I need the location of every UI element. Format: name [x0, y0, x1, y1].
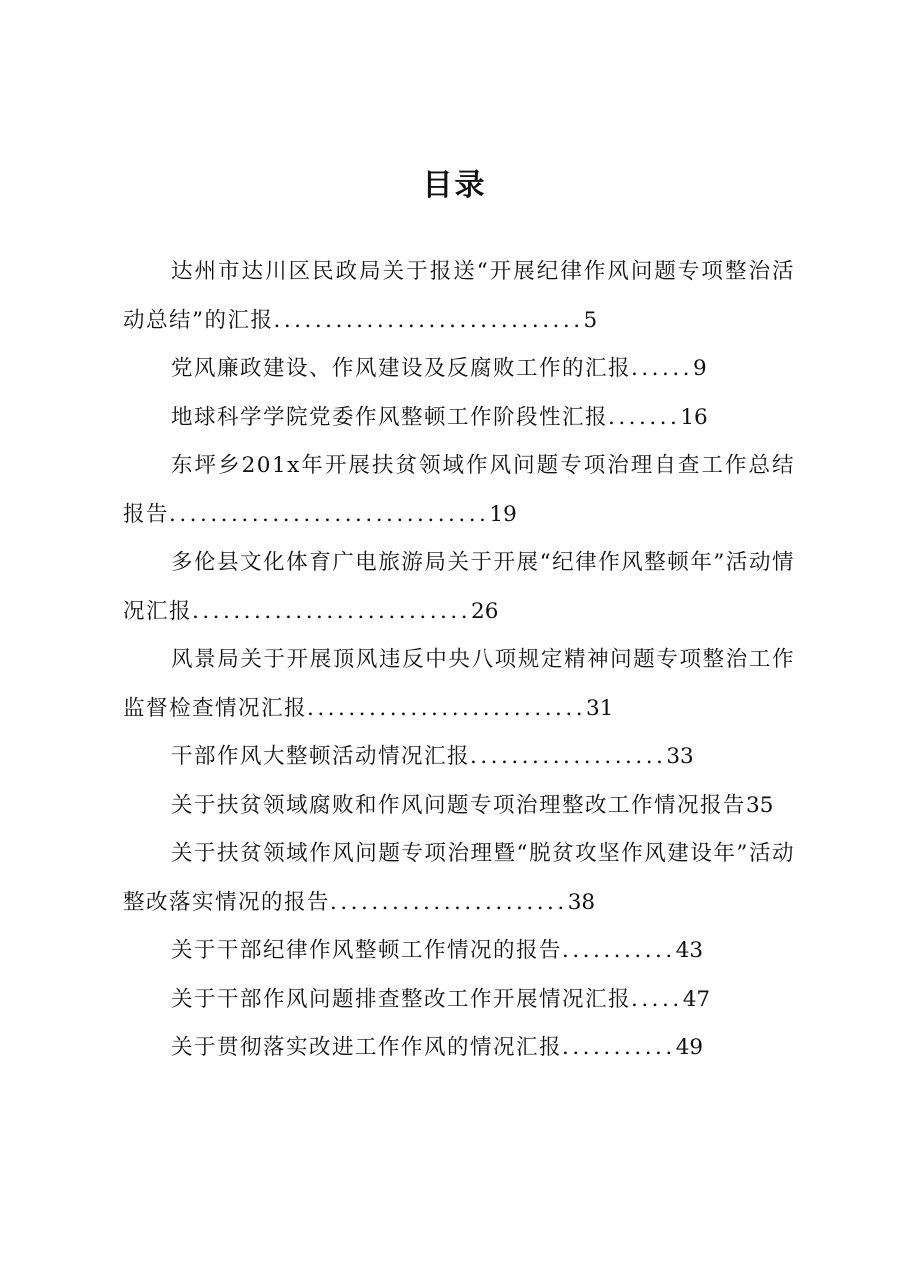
toc-leader-dots: ......: [631, 356, 694, 381]
toc-entry-title: 关于扶贫领域作风问题专项治理暨“脱贫攻坚作风建设年”活动整改落实情况的报告: [123, 841, 795, 915]
toc-entry[interactable]: [123, 248, 795, 345]
toc-leader-dots: .....: [631, 986, 683, 1012]
toc-entry[interactable]: [123, 927, 795, 976]
toc-entry[interactable]: [123, 442, 795, 539]
page-title: 目录: [422, 168, 487, 203]
toc-entry[interactable]: [123, 636, 795, 733]
toc-page-number: 43: [675, 938, 704, 963]
toc-entry[interactable]: [123, 394, 795, 443]
toc-entry[interactable]: [123, 539, 795, 636]
toc-leader-dots: ...........................: [307, 695, 587, 721]
toc-page-number: 47: [682, 986, 711, 1012]
toc-entry-title: 关于干部纪律作风整顿工作情况的报告: [171, 938, 563, 963]
table-of-contents: [123, 248, 795, 1073]
toc-entry-title: 多伦县文化体育广电旅游局关于开展“纪律作风整顿年”活动情况汇报: [123, 550, 795, 624]
toc-entry[interactable]: [123, 345, 795, 394]
toc-entry[interactable]: [123, 1024, 795, 1073]
toc-page-number: 9: [693, 356, 707, 381]
toc-entry-title: 党风廉政建设、作风建设及反腐败工作的汇报: [171, 356, 632, 381]
toc-entry[interactable]: [123, 830, 795, 927]
toc-leader-dots: .......: [608, 404, 681, 430]
toc-entry[interactable]: [123, 976, 795, 1025]
toc-entry-title: 地球科学学院党委作风整顿工作阶段性汇报: [171, 404, 609, 430]
toc-entry-title: 关于扶贫领域腐败和作风问题专项治理整改工作情况报告: [171, 792, 747, 818]
toc-leader-dots: .......................: [330, 889, 568, 915]
toc-leader-dots: ...................: [470, 744, 667, 769]
toc-entry-title: 干部作风大整顿活动情况汇报: [171, 744, 471, 769]
toc-leader-dots: ...........................: [192, 598, 472, 624]
toc-page-number: 31: [586, 695, 614, 721]
toc-entry[interactable]: [123, 733, 795, 782]
toc-entry-title: 关于贯彻落实改进工作作风的情况汇报: [171, 1035, 563, 1060]
toc-entry-title: 达州市达川区民政局关于报送“开展纪律作风问题专项整治活动总结”的汇报: [123, 259, 795, 333]
toc-entry-title: 风景局关于开展顶风违反中央八项规定精神问题专项整治工作监督检查情况汇报: [123, 647, 795, 721]
toc-page-number: 33: [666, 744, 694, 769]
toc-leader-dots: ..............................: [273, 307, 584, 333]
toc-leader-dots: ...........: [562, 938, 676, 963]
toc-page-number: 5: [583, 307, 598, 333]
toc-page-number: 19: [489, 501, 517, 527]
toc-entry-title: 东坪乡201x年开展扶贫领域作风问题专项治理自查工作总结报告: [123, 453, 795, 527]
toc-entry-title: 关于干部作风问题排查整改工作开展情况汇报: [171, 986, 632, 1012]
toc-page-number: 38: [567, 889, 596, 915]
toc-page-number: 26: [471, 598, 499, 624]
toc-page-number: 49: [675, 1035, 704, 1060]
toc-leader-dots: ...............................: [169, 501, 490, 527]
toc-leader-dots: ...........: [562, 1035, 676, 1060]
toc-entry[interactable]: [123, 782, 795, 831]
toc-page-number: 16: [680, 404, 708, 430]
toc-page-number: 35: [746, 792, 774, 818]
